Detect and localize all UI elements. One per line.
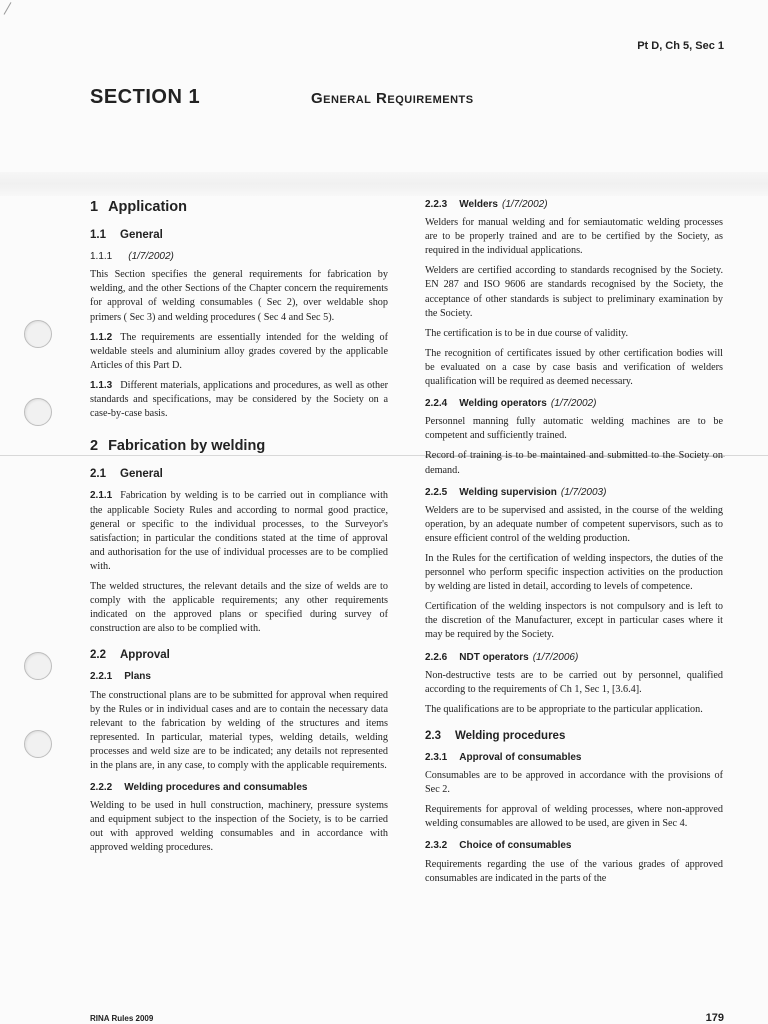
footer-publication: RINA Rules 2009 xyxy=(90,1014,154,1023)
paragraph: The qualifications are to be appropriate to the particular application. xyxy=(425,703,703,715)
paragraph: Welders are to be supervised and assisted, in the course of the welding operation, by an adequate number of competent supervisors, such as to ensure efficient control of the welding production. xyxy=(425,504,723,544)
paragraph: Non-destructive tests are to be carried out by personnel, qualified according to the requirements of Ch 1, Sec 1, [3.6.4]. xyxy=(425,669,723,695)
heading-choice-of-consumables: 2.3.2 Choice of consumables xyxy=(425,840,572,852)
punch-hole-icon xyxy=(24,320,52,348)
heading-welding-operators: 2.2.4 Welding operators (1/7/2002) xyxy=(425,398,597,410)
right-column xyxy=(425,196,723,892)
paragraph: Personnel manning fully automatic welding machines are to be competent and sufficiently trained. xyxy=(425,416,723,442)
paragraph: Requirements for approval of welding processes, where non-approved welding consumables are allowed to be used, are given in Sec 4. xyxy=(425,804,723,830)
heading-welding-procedures-consumables: 2.2.2 Welding procedures and consumables xyxy=(90,782,308,794)
paragraph: Record of training is to be maintained and submitted to the Society on demand. xyxy=(425,450,723,476)
paragraph: The certification is to be in due course of validity. xyxy=(425,327,629,339)
paragraph: The welded structures, the relevant details and the size of welds are to comply with the applicable requirements; any other requirements indicated on the approved plans or specified during survey of construction are also to be complied with. xyxy=(90,580,388,635)
heading-general-2: 2.1 General xyxy=(90,468,163,481)
heading-application: 1 Application xyxy=(90,199,188,215)
heading-approval-of-consumables: 2.3.1 Approval of consumables xyxy=(425,752,582,763)
paragraph: In the Rules for the certification of welding inspectors, the duties of the personnel who perform specific inspection activities on the production by welding are listed in detail, according to levels of competence. xyxy=(425,552,723,593)
punch-hole-icon xyxy=(24,730,52,758)
heading-welding-supervision: 2.2.5 Welding supervision (1/7/2003) xyxy=(425,486,607,498)
punch-hole-icon xyxy=(24,398,52,426)
heading-welding-procedures: 2.3 Welding procedures xyxy=(425,729,566,742)
heading-welders: 2.2.3 Welders (1/7/2002) xyxy=(425,199,548,210)
page-number: 179 xyxy=(705,1012,724,1024)
clause-1-1-3: 1.1.3 Different materials, applications and procedures, as well as other standards and specifications, may be considered by the Society on a case-by-case basis. xyxy=(90,379,388,420)
heading-approval: 2.2 Approval xyxy=(90,649,170,662)
running-head: Pt D, Ch 5, Sec 1 xyxy=(637,40,724,52)
section-title: General Requirements xyxy=(311,90,474,107)
paragraph: The recognition of certificates issued by other certification bodies will be evaluated on a case by case basis and verification of welders qualification will be required as deemed necessary. xyxy=(425,347,723,388)
paragraph: Consumables are to be approved in accordance with the provisions of Sec 2. xyxy=(425,770,723,796)
clause-2-1-1: 2.1.1 Fabrication by welding is to be carried out in compliance with the applicable Society Rules and according to normal good practice, general or specific to the individual processes, to the Surveyor's satisfaction; in particular the conditions stated at the time of approval and authorisation for the use of individual processes are to be complied with. xyxy=(90,490,388,572)
heading-plans: 2.2.1 Plans xyxy=(90,671,151,683)
clause-1-1-1-heading: 1.1.1 (1/7/2002) xyxy=(90,251,174,263)
pencil-mark xyxy=(4,2,12,15)
paragraph: The constructional plans are to be submitted for approval when required by the Rules or in individual cases and are to contain the necessary data relevant to the fabrication by welding of the structures and items represented. In particular, material types, welding details, welding processes and weld size are to be indicated; any details not represented in the plans are, in any case, to comply with the applicable requirements. xyxy=(90,689,388,771)
section-label: SECTION 1 xyxy=(90,86,201,108)
paragraph: Welders for manual welding and for semiautomatic welding processes are to be properly trained and are to be certified by the Society, as required in the individual applications. xyxy=(425,217,723,257)
clause-1-1-2: 1.1.2 The requirements are essentially intended for the welding of weldable steels and aluminium alloy grades covered by the applicable Articles of this Part D. xyxy=(90,331,388,371)
heading-ndt-operators: 2.2.6 NDT operators (1/7/2006) xyxy=(425,651,579,663)
paragraph: Welders are certified according to standards recognised by the Society. EN 287 and ISO 9606 are standards recognised by the Society, the acceptance of other standards is subject to preliminary examination by the Society. xyxy=(425,265,723,319)
punch-hole-icon xyxy=(24,652,52,680)
left-column xyxy=(90,196,388,862)
paragraph: Welding to be used in hull construction, machinery, pressure systems and equipment subject to the inspection of the Society, is to be carried out with approved welding consumables and in accordance with approved welding procedures. xyxy=(90,800,388,854)
heading-general: 1.1 General xyxy=(90,229,163,242)
heading-fabrication: 2 Fabrication by welding xyxy=(90,438,266,455)
paragraph: This Section specifies the general requirements for fabrication by welding, and the other Sections of the Chapter concern the requirements for approval of welding consumables ( Sec 2), over weldable shop primers ( Sec 3) and welding procedures ( Sec 4 and Sec 5). xyxy=(90,269,388,323)
paragraph: Certification of the welding inspectors is not compulsory and is left to the discretion of the Manufacturer, except in particular cases where it may be required by the Society. xyxy=(425,601,723,641)
paragraph: Requirements regarding the use of the various grades of approved consumables are indicated in the parts of the xyxy=(425,858,723,884)
scan-shadow-band xyxy=(0,172,768,196)
